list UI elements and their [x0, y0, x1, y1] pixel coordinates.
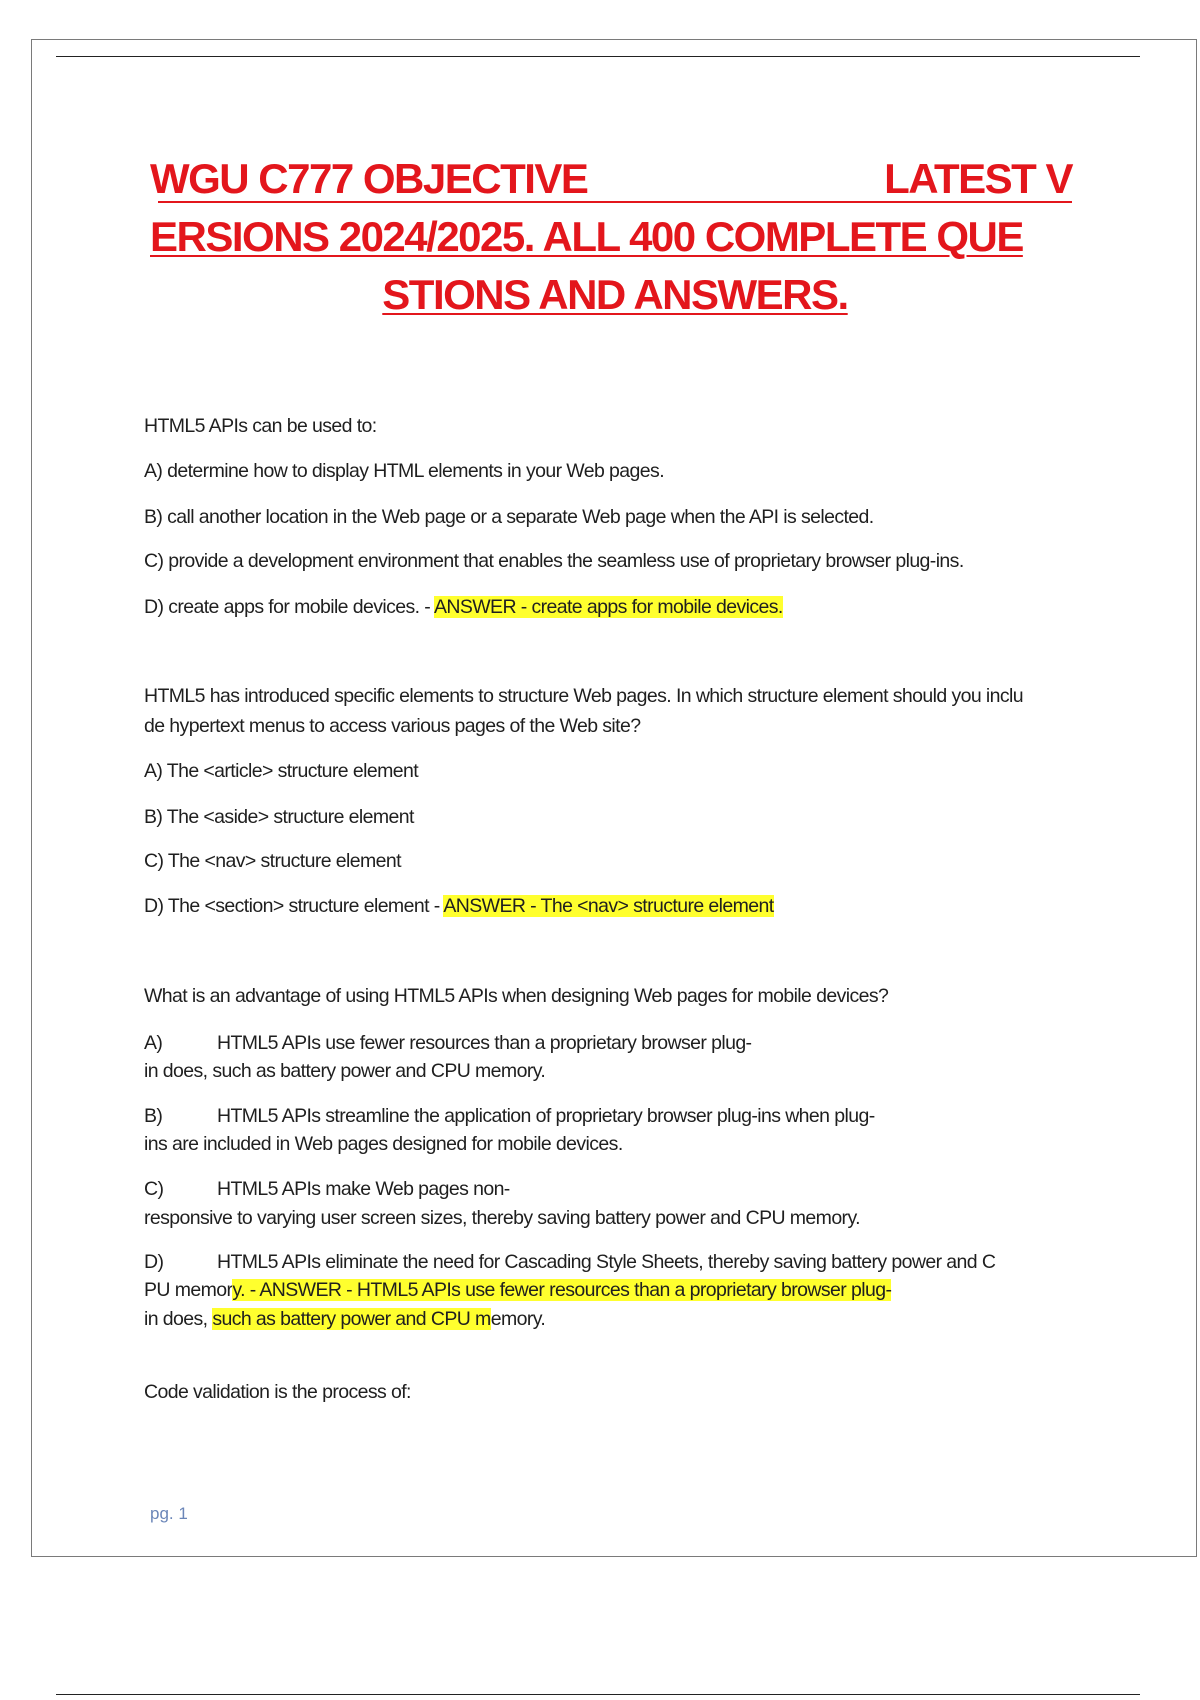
q3-option-a-line-1	[144, 1032, 751, 1055]
q3-option-b-line-2: ins are included in Web pages designed for mobile devices.	[144, 1133, 623, 1155]
footer-rule	[56, 1694, 1140, 1695]
q1-option-d	[144, 596, 783, 619]
page-number: pg. 1	[150, 1504, 188, 1523]
q3-option-a-label: A)	[144, 1032, 163, 1054]
q3-option-d-label: D)	[144, 1251, 164, 1273]
q3-option-a-line-2: in does, such as battery power and CPU memory.	[144, 1060, 546, 1082]
q2-stem-line-1: HTML5 has introduced specific elements to structure Web pages. In which structure element should you inclu	[144, 685, 1024, 707]
title-line-1	[150, 150, 1072, 208]
title-line-1-right: LATEST V	[884, 155, 1072, 202]
q3-option-c-label: C)	[144, 1178, 164, 1200]
q3-option-d-line-1	[144, 1251, 995, 1274]
document-title	[150, 150, 1080, 324]
q2-option-c: C) The <nav> structure element	[144, 850, 401, 872]
q3-option-d-line-2	[144, 1279, 891, 1302]
q3-option-d-text-1: HTML5 APIs eliminate the need for Cascading Style Sheets, thereby saving battery power and C	[217, 1251, 996, 1273]
q2-option-b: B) The <aside> structure element	[144, 806, 414, 828]
q3-option-d-text-3b: emory.	[490, 1308, 546, 1330]
q2-option-d-text: D) The <section> structure element -	[144, 895, 444, 917]
q1-option-c: C) provide a development environment that enables the seamless use of proprietary browser plug-ins.	[144, 550, 964, 572]
q2-option-d	[144, 895, 774, 918]
q3-option-c-text-1: HTML5 APIs make Web pages non-	[217, 1178, 510, 1200]
q1-option-d-text: D) create apps for mobile devices. -	[144, 596, 434, 618]
q2-answer: ANSWER - The <nav> structure element	[443, 895, 774, 917]
q3-option-d-line-3	[144, 1308, 545, 1331]
title-line-1-left: WGU C777 OBJECTIVE	[150, 155, 588, 202]
q2-option-a: A) The <article> structure element	[144, 760, 419, 782]
q3-option-d-text-2: PU memor	[144, 1279, 233, 1301]
q3-option-a-text-1: HTML5 APIs use fewer resources than a proprietary browser plug-	[217, 1032, 752, 1054]
q3-answer-part-2: such as battery power and CPU m	[212, 1308, 491, 1330]
q3-option-c-line-1	[144, 1178, 510, 1201]
q1-answer: ANSWER - create apps for mobile devices.	[433, 596, 783, 618]
q3-option-d-text-3a: in does,	[144, 1308, 213, 1330]
title-line-2: ERSIONS 2024/2025. ALL 400 COMPLETE QUE	[150, 213, 1023, 260]
title-line-3-wrap	[150, 266, 1080, 324]
q3-stem: What is an advantage of using HTML5 APIs when designing Web pages for mobile devices?	[144, 985, 889, 1007]
header-rule	[56, 56, 1140, 57]
q1-option-b: B) call another location in the Web page or a separate Web page when the API is selected.	[144, 506, 874, 528]
q1-option-a: A) determine how to display HTML elements in your Web pages.	[144, 460, 665, 482]
q3-option-c-line-2: responsive to varying user screen sizes, thereby saving battery power and CPU memory.	[144, 1207, 860, 1229]
q3-option-b-label: B)	[144, 1105, 163, 1127]
q4-stem: Code validation is the process of:	[144, 1381, 411, 1403]
q3-answer-part-1: y. - ANSWER - HTML5 APIs use fewer resources than a proprietary browser plug-	[232, 1279, 892, 1301]
q3-option-b-line-1	[144, 1105, 875, 1128]
q1-stem: HTML5 APIs can be used to:	[144, 415, 377, 437]
title-line-3: STIONS AND ANSWERS.	[382, 271, 848, 318]
q2-stem-line-2: de hypertext menus to access various pages of the Web site?	[144, 715, 641, 737]
q3-option-b-text-1: HTML5 APIs streamline the application of proprietary browser plug-ins when plug-	[217, 1105, 875, 1127]
